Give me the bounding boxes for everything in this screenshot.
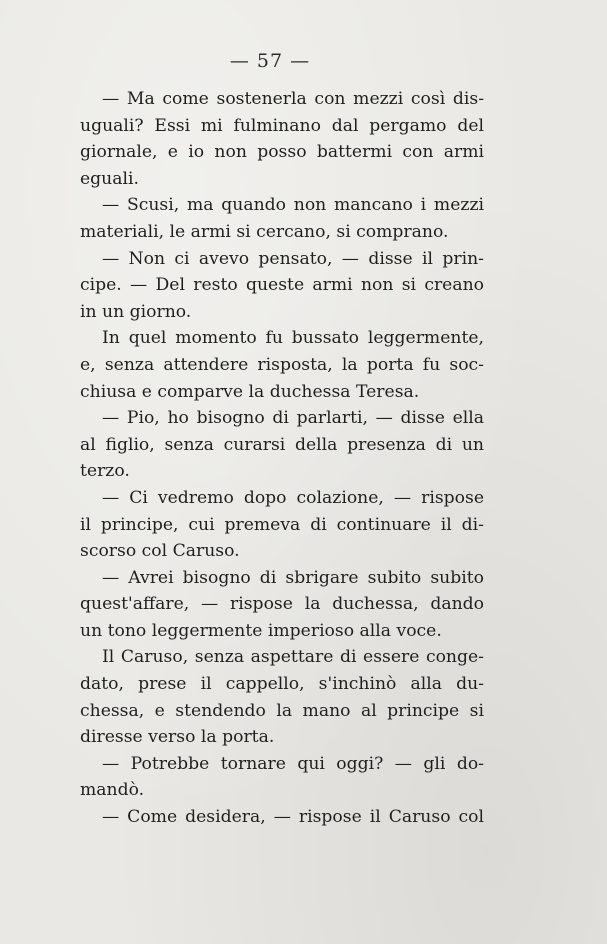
text-line: uguali? Essi mi fulminano dal pergamo del	[80, 115, 484, 136]
text-line: giornale, e io non posso battermi con armi	[80, 142, 484, 163]
text-line: — Ma come sostenerla con mezzi così dis-	[102, 89, 484, 109]
text-line: eguali.	[80, 168, 139, 189]
text-line: in un giorno.	[80, 301, 192, 322]
text-line: chiusa e comparve la duchessa Teresa.	[80, 381, 420, 402]
text-line: — Potrebbe tornare qui oggi? — gli do-	[102, 753, 484, 774]
body-text	[80, 86, 484, 831]
text-line: scorso col Caruso.	[80, 541, 240, 562]
text-line: mandò.	[80, 780, 145, 801]
text-line: cipe. — Del resto queste armi non si creano	[80, 275, 484, 296]
text-line: un tono leggermente imperioso alla voce.	[80, 620, 442, 641]
text-line: materiali, le armi si cercano, si comprano.	[80, 221, 449, 242]
text-line: — Non ci avevo pensato, — disse il prin-	[102, 248, 484, 269]
text-line: — Come desidera, — rispose il Caruso col	[102, 807, 484, 828]
text-line: — Scusi, ma quando non mancano i mezzi	[102, 195, 484, 216]
text-line: — Avrei bisogno di sbrigare subito subito	[102, 567, 484, 588]
text-line: — Pio, ho bisogno di parlarti, — disse ella	[102, 408, 484, 429]
text-line: il principe, cui premeva di continuare il di-	[80, 514, 484, 535]
text-line: terzo.	[80, 461, 130, 482]
text-line: e, senza attendere risposta, la porta fu soc-	[80, 354, 484, 375]
text-line: In quel momento fu bussato leggermente,	[102, 328, 484, 349]
text-line: diresse verso la porta.	[80, 727, 275, 748]
text-line: al figlio, senza curarsi della presenza di un	[80, 434, 484, 455]
text-line: — Ci vedremo dopo colazione, — rispose	[102, 487, 484, 508]
page-number: — 57 —	[229, 50, 311, 72]
text-line: dato, prese il cappello, s'inchinò alla du-	[80, 674, 484, 695]
text-line: Il Caruso, senza aspettare di essere conge-	[102, 647, 484, 668]
text-line: quest'affare, — rispose la duchessa, dando	[80, 594, 484, 615]
text-line: chessa, e stendendo la mano al principe si	[80, 700, 484, 721]
